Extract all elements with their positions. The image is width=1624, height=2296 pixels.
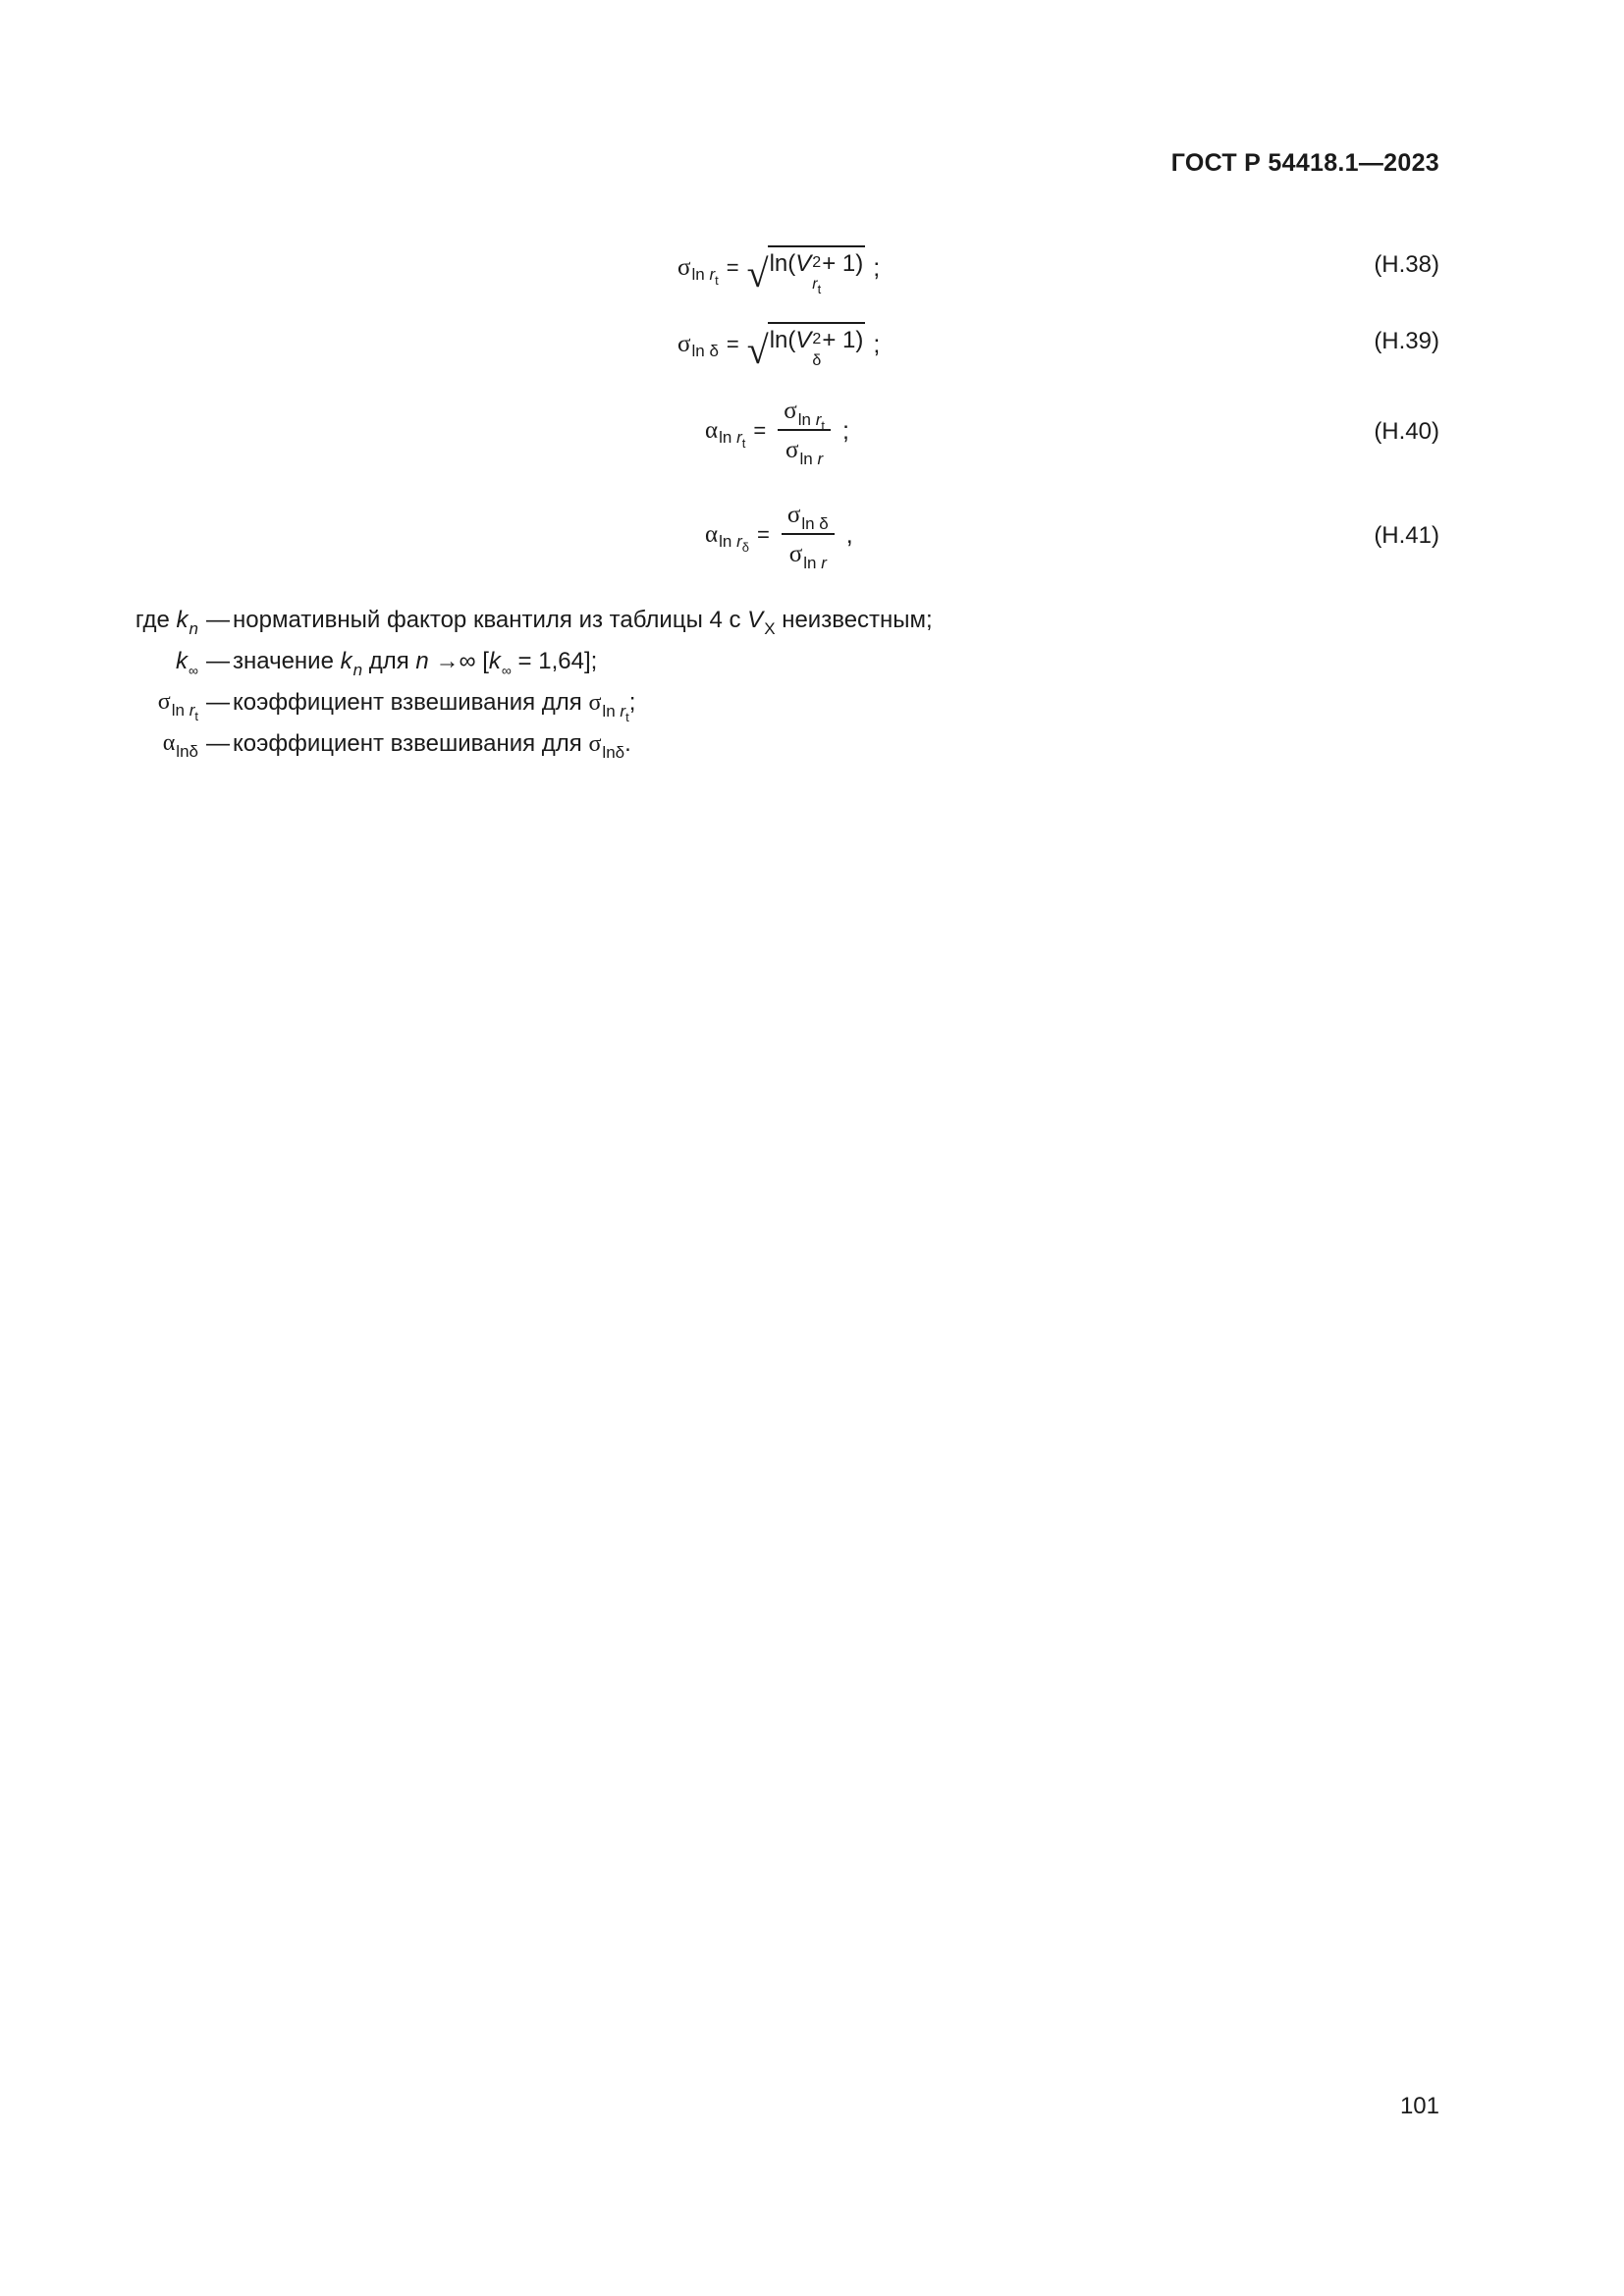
sigma-symbol: σ [677,254,691,281]
fraction [778,398,831,468]
equals-sign: = [753,418,767,443]
denominator [784,535,833,572]
equals-sign: = [757,522,770,547]
lhs-subscript: ln δ [691,342,719,360]
definition-term [176,648,198,678]
sigma-symbol: σ [786,502,801,528]
text-subscript: lnδ [602,743,625,762]
text-var: n [415,648,429,674]
text-subscript-var: r [620,702,626,721]
den-subscript: ln [799,450,818,468]
definition-text [233,607,933,638]
term-var: k [176,607,189,633]
punctuation: , [845,520,853,549]
alpha-symbol: α [705,417,719,444]
den-subscript: ln [803,554,822,572]
num-subscript: ln δ [801,514,829,533]
definition-text [233,689,636,724]
text-subscript: ∞ [501,663,512,678]
definition-term [135,607,198,638]
text-part: коэффициент взвешивания для [233,730,589,757]
term-subscript-var: r [189,701,195,720]
lhs-subscript: ln [719,532,737,551]
alpha-symbol: α [162,730,176,756]
equation-number: (H.39) [1374,328,1439,354]
lhs-subscript-var: r [736,532,742,551]
square-root [746,322,866,372]
text-part: = 1,64]; [511,648,598,674]
alpha-symbol: α [705,521,719,548]
num-subscript: ln [797,410,816,429]
radicand-tail: + 1) [822,327,864,353]
definition-k-infinity [0,648,1624,687]
num-subscript-var: r [815,410,822,429]
sigma-symbol: σ [157,689,171,715]
formula-h39 [677,322,881,372]
text-part: неизвестным; [775,607,933,633]
numerator [782,502,835,535]
lhs-subscript-var: r [709,265,716,284]
em-dash: — [206,689,230,716]
superscript: 2 [812,254,822,271]
subscript: δ [812,352,822,369]
punctuation: ; [873,253,881,282]
term-subscript: lnδ [176,742,198,761]
where-word: где [135,607,177,633]
sigma-symbol: σ [788,541,803,567]
text-part: ; [628,689,636,716]
equation-number: (H.40) [1374,418,1439,445]
numerator [778,398,831,431]
punctuation: ; [841,416,849,445]
ln-function: ln( [769,250,796,277]
square-root [746,245,866,296]
subscript-var: r [812,276,818,293]
lhs-subscript: ln [691,265,710,284]
denominator [780,431,829,468]
term-subsubscript: t [194,709,198,723]
text-subsubscript: t [625,710,629,724]
text-part: для [362,648,416,674]
term-subscript: n [189,619,198,638]
equation-number: (H.38) [1374,251,1439,278]
definition-term [157,689,198,723]
den-subscript-var: r [821,554,827,572]
subsubscript: t [817,282,822,296]
text-subscript: ln [602,702,621,721]
sigma-symbol: σ [588,731,602,757]
num-subsubscript: t [821,418,825,433]
text-subscript: X [764,619,776,638]
variable-v: V [795,327,812,353]
formula-h41 [705,502,853,572]
text-part: . [624,730,631,757]
den-subscript-var: r [817,450,824,468]
equals-sign: = [726,332,739,356]
superscript: 2 [812,331,822,347]
definition-kn [0,607,1624,646]
sigma-symbol: σ [785,437,799,463]
sigma-symbol: σ [784,398,797,424]
em-dash: — [206,607,230,633]
term-subscript: ∞ [189,663,198,678]
em-dash: — [206,730,230,757]
formula-h40 [705,398,849,468]
definition-text [233,648,598,679]
lhs-subsubscript: t [715,273,719,288]
text-part: нормативный фактор квантиля из таблицы 4 с [233,607,748,633]
definition-text [233,730,631,762]
fraction [782,502,835,572]
term-var: k [176,648,189,674]
radical-sign: √ [746,251,769,295]
definition-alpha-ln-delta [0,730,1624,770]
lhs-subsubscript: δ [741,540,749,555]
variable-v: V [795,250,812,277]
sigma-symbol: σ [677,331,691,357]
radical-sign: √ [746,328,769,372]
punctuation: ; [873,330,881,358]
lhs-subsubscript: t [741,436,746,451]
text-part: коэффициент взвешивания для [233,689,589,716]
text-var: k [340,648,352,674]
definition-sigma-ln-rt [0,689,1624,728]
lhs-subscript: ln [719,428,737,447]
radicand-tail: + 1) [822,250,864,277]
equation-number: (H.41) [1374,522,1439,549]
lhs-subscript-var: r [736,428,742,447]
formula-h38 [677,245,881,296]
equals-sign: = [726,255,739,280]
ln-function: ln( [769,327,796,353]
sigma-symbol: σ [588,690,602,716]
term-subscript: ln [171,701,189,720]
em-dash: — [206,648,230,674]
document-header: ГОСТ Р 54418.1—2023 [1170,149,1439,177]
text-subscript: n [352,661,363,679]
text-var: V [747,607,764,633]
definition-term [162,730,198,761]
text-var: k [488,648,501,674]
text-part: значение [233,648,341,674]
text-part: →∞ [ [428,648,489,674]
page-number: 101 [1399,2093,1439,2119]
